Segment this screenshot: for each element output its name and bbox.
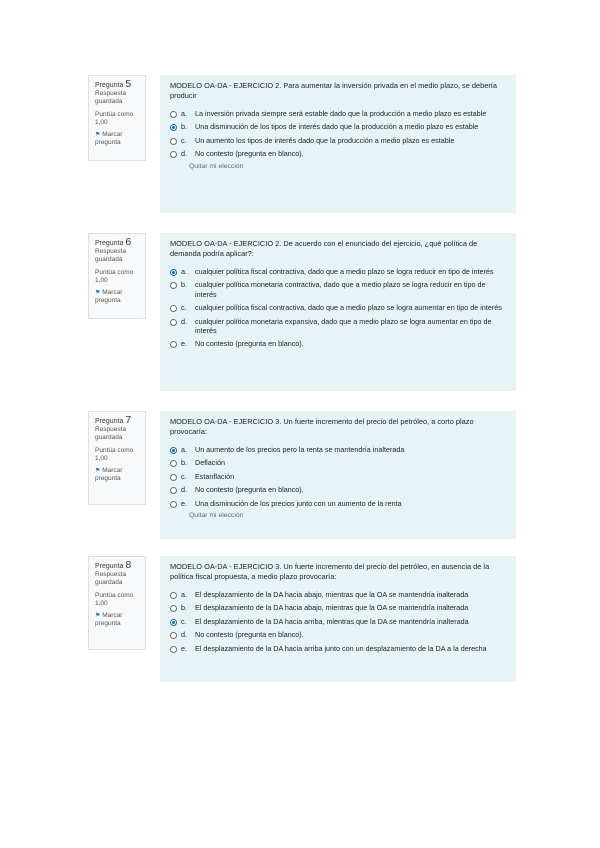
radio-button-selected[interactable] [170,619,177,626]
question-content [160,556,516,682]
answer-option[interactable]: d. cualquier política monetaria expansiva, dado que a medio plazo se logra aumentar en tipo de interés [170,317,508,336]
radio-button-selected[interactable] [170,447,177,454]
radio-button[interactable] [170,138,177,145]
question-number: Pregunta 8 [95,559,132,571]
answer-option[interactable]: a. El desplazamiento de la DA hacia abajo, mientras que la OA se mantendría inalterada [170,590,508,599]
radio-button[interactable] [170,341,177,348]
radio-button[interactable] [170,501,177,508]
answer-option[interactable]: e. Una disminución de los precios junto con un aumento de la renta [170,499,508,508]
question-text: MODELO OA-DA - EJERCICIO 2. De acuerdo con el enunciado del ejercicio, ¿qué política de demanda podría aplicar?: [170,239,478,258]
answer-option[interactable]: a. Un aumento de los precios pero la renta se mantendría inalterada [170,445,508,454]
radio-button[interactable] [170,605,177,612]
answer-option[interactable]: b. Deflación [170,458,508,467]
question-text: MODELO OA-DA - EJERCICIO 3. Un fuerte incremento del precio del petróleo, en ausencia de la política fiscal propuesta, a medio plazo provocaría: [170,562,490,581]
question-text: MODELO OA-DA - EJERCICIO 2. Para aumentar la inversión privada en el medio plazo, se debería producir [170,81,497,100]
question-status: Respuesta guardada [95,571,127,587]
radio-button[interactable] [170,646,177,653]
answer-option[interactable]: d. No contesto (pregunta en blanco). [170,630,508,639]
question-content [160,233,516,391]
flag-question-link[interactable]: ⚑ Marcar pregunta [95,467,123,483]
question-points: Puntúa como 1,00 [95,446,134,462]
clear-choice-link[interactable]: Quitar mi elección [189,162,244,170]
question-status: Respuesta guardada [95,426,127,442]
answer-option[interactable]: a. La inversión privada siempre será estable dado que la producción a medio plazo es estable [170,109,508,118]
answer-option[interactable]: e. El desplazamiento de la DA hacia arriba junto con un desplazamiento de la DA a la derecha [170,644,508,653]
flag-icon: ⚑ [95,613,101,620]
flag-question-link[interactable]: ⚑ Marcar pregunta [95,131,123,147]
answer-option[interactable]: a. cualquier política fiscal contractiva, dado que a medio plazo se logra reducir en tipo de interés [170,267,508,276]
radio-button-selected[interactable] [170,269,177,276]
radio-button[interactable] [170,319,177,326]
question-content [160,75,516,213]
flag-icon: ⚑ [95,132,101,139]
flag-icon: ⚑ [95,290,101,297]
question-info [88,556,146,650]
question-points: Puntúa como 1,00 [95,591,134,607]
flag-question-link[interactable]: ⚑ Marcar pregunta [95,612,123,628]
answer-option[interactable]: c. El desplazamiento de la DA hacia arriba, mientras que la DA se mantendría inalterada [170,617,508,626]
question-status: Respuesta guardada [95,248,127,264]
radio-button[interactable] [170,111,177,118]
radio-button[interactable] [170,632,177,639]
question-number: Pregunta 6 [95,236,132,248]
question-content [160,411,516,539]
radio-button[interactable] [170,305,177,312]
answer-option[interactable]: c. Estanflación [170,472,508,481]
radio-button[interactable] [170,474,177,481]
answer-option[interactable]: b. El desplazamiento de la DA hacia abajo, mientras que la OA se mantendría inalterada [170,603,508,612]
question-info [88,411,146,505]
question-number: Pregunta 7 [95,414,132,426]
radio-button[interactable] [170,460,177,467]
clear-choice-link[interactable]: Quitar mi elección [189,512,244,520]
flag-icon: ⚑ [95,468,101,475]
radio-button[interactable] [170,487,177,494]
answer-option[interactable]: b. Una disminución de los tipos de interés dado que la producción a medio plazo es estable [170,122,508,131]
question-points: Puntúa como 1,00 [95,110,134,126]
answer-option[interactable]: c. cualquier política fiscal contractiva, dado que a medio plazo se logra aumentar en tipo de interés [170,303,508,312]
radio-button-selected[interactable] [170,124,177,131]
question-info [88,75,146,161]
question-info [88,233,146,319]
radio-button[interactable] [170,151,177,158]
question-points: Puntúa como 1,00 [95,268,134,284]
answer-option[interactable]: b. cualquier política monetaria contractiva, dado que a medio plazo se logra reducir en tipo de interés [170,280,508,299]
question-status: Respuesta guardada [95,90,127,106]
question-number: Pregunta 5 [95,78,132,90]
flag-question-link[interactable]: ⚑ Marcar pregunta [95,289,123,305]
answer-option[interactable]: c. Un aumento los tipos de interés dado que la producción a medio plazo es estable [170,136,508,145]
answer-option[interactable]: d. No contesto (pregunta en blanco). [170,485,508,494]
radio-button[interactable] [170,592,177,599]
question-text: MODELO OA-DA - EJERCICIO 3. Un fuerte incremento del precio del petróleo, a corto plazo provocaría: [170,417,474,436]
radio-button[interactable] [170,282,177,289]
answer-option[interactable]: d. No contesto (pregunta en blanco). [170,149,508,158]
answer-option[interactable]: e. No contesto (pregunta en blanco). [170,339,508,348]
